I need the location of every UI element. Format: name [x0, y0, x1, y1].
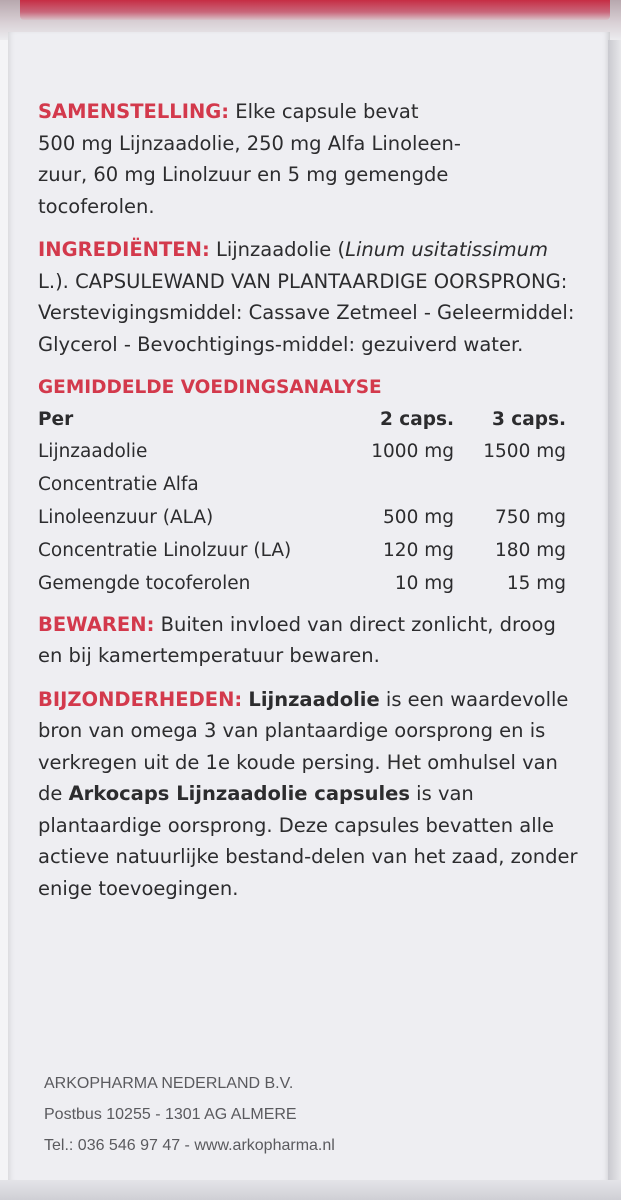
composition-heading: SAMENSTELLING: — [38, 100, 230, 123]
composition-line: Elke capsule bevat — [235, 100, 419, 123]
label-content — [38, 96, 583, 916]
nutrition-col-2caps: 2 caps. — [379, 409, 454, 430]
nutrition-table — [38, 404, 566, 601]
package-red-flap — [20, 0, 610, 20]
company-footer — [44, 1068, 524, 1161]
details-text-rest: is van plantaardige oorsprong. Deze capsules bevatten alle actieve natuurlijke bestand-delen van het zaad, zonder enige toevoegingen. — [38, 782, 578, 900]
company-contact: Tel.: 036 546 97 47 - www.arkopharma.nl — [44, 1137, 335, 1154]
nutrition-section — [38, 372, 583, 601]
nutrition-header-row — [38, 404, 566, 436]
package-right-edge — [608, 40, 621, 1180]
nutrition-col-3caps: 3 caps. — [491, 409, 566, 430]
nutrient-name: Lijnzaadolie — [38, 441, 148, 463]
nutrient-name: Gemengde tocoferolen — [38, 573, 251, 595]
nutrient-2caps: 1000 mg — [371, 441, 454, 463]
ingredients-text: Lijnzaadolie ( — [215, 238, 346, 261]
table-row — [38, 502, 566, 535]
ingredients-section — [38, 234, 583, 360]
nutrient-3caps — [454, 469, 566, 502]
composition-line: zuur, 60 mg Linolzuur en 5 mg gemengde — [38, 163, 449, 186]
company-address: Postbus 10255 - 1301 AG ALMERE — [44, 1106, 297, 1123]
nutrient-3caps: 1500 mg — [483, 441, 566, 463]
nutrient-2caps — [344, 469, 454, 502]
details-text: is een waardevolle bron van omega 3 van plantaardige oorsprong en is verkregen uit de 1e koude persing. Het omhulsel van de — [38, 687, 569, 805]
composition-line: tocoferolen. — [38, 194, 155, 218]
ingredients-text-rest: L.). CAPSULEWAND VAN PLANTAARDIGE OORSPRONG: Verstevigingsmiddel: Cassave Zetmeel - Geleermiddel: Glycerol - Bevochtigings-middel: gezuiverd water. — [38, 269, 575, 356]
nutrient-2caps: 10 mg — [394, 573, 454, 595]
table-row — [38, 568, 566, 601]
package-bottom-edge — [0, 1180, 621, 1200]
company-name: ARKOPHARMA NEDERLAND B.V. — [44, 1075, 294, 1092]
nutrient-3caps: 750 mg — [495, 507, 566, 529]
table-row — [38, 469, 566, 502]
nutrient-name: Linoleenzuur (ALA) — [38, 507, 214, 529]
ingredients-latin-name: Linum usitatissimum — [345, 238, 548, 261]
nutrient-2caps: 120 mg — [383, 540, 454, 562]
nutrient-name: Concentratie Alfa — [38, 474, 199, 496]
composition-line: 500 mg Lijnzaadolie, 250 mg Alfa Linoleen- — [38, 131, 461, 155]
nutrient-3caps: 15 mg — [506, 573, 566, 595]
nutrient-3caps: 180 mg — [495, 540, 566, 562]
table-row — [38, 436, 566, 469]
composition-section — [38, 96, 583, 222]
storage-heading: BEWAREN: — [38, 612, 155, 636]
nutrient-2caps: 500 mg — [383, 507, 454, 529]
nutrient-name: Concentratie Linolzuur (LA) — [38, 540, 292, 562]
storage-section — [38, 609, 583, 672]
storage-text: Buiten invloed van direct zonlicht, droog en bij kamertemperatuur bewaren. — [38, 612, 556, 667]
ingredients-heading: INGREDIËNTEN: — [38, 238, 210, 261]
details-heading: BIJZONDERHEDEN: — [38, 687, 243, 711]
nutrition-heading: GEMIDDELDE VOEDINGSANALYSE — [38, 377, 382, 398]
nutrition-col-per: Per — [38, 409, 74, 430]
details-product-name: Lijnzaadolie — [248, 687, 380, 711]
details-brand-name: Arkocaps Lijnzaadolie capsules — [68, 782, 410, 805]
details-section — [38, 684, 583, 905]
table-row — [38, 535, 566, 568]
